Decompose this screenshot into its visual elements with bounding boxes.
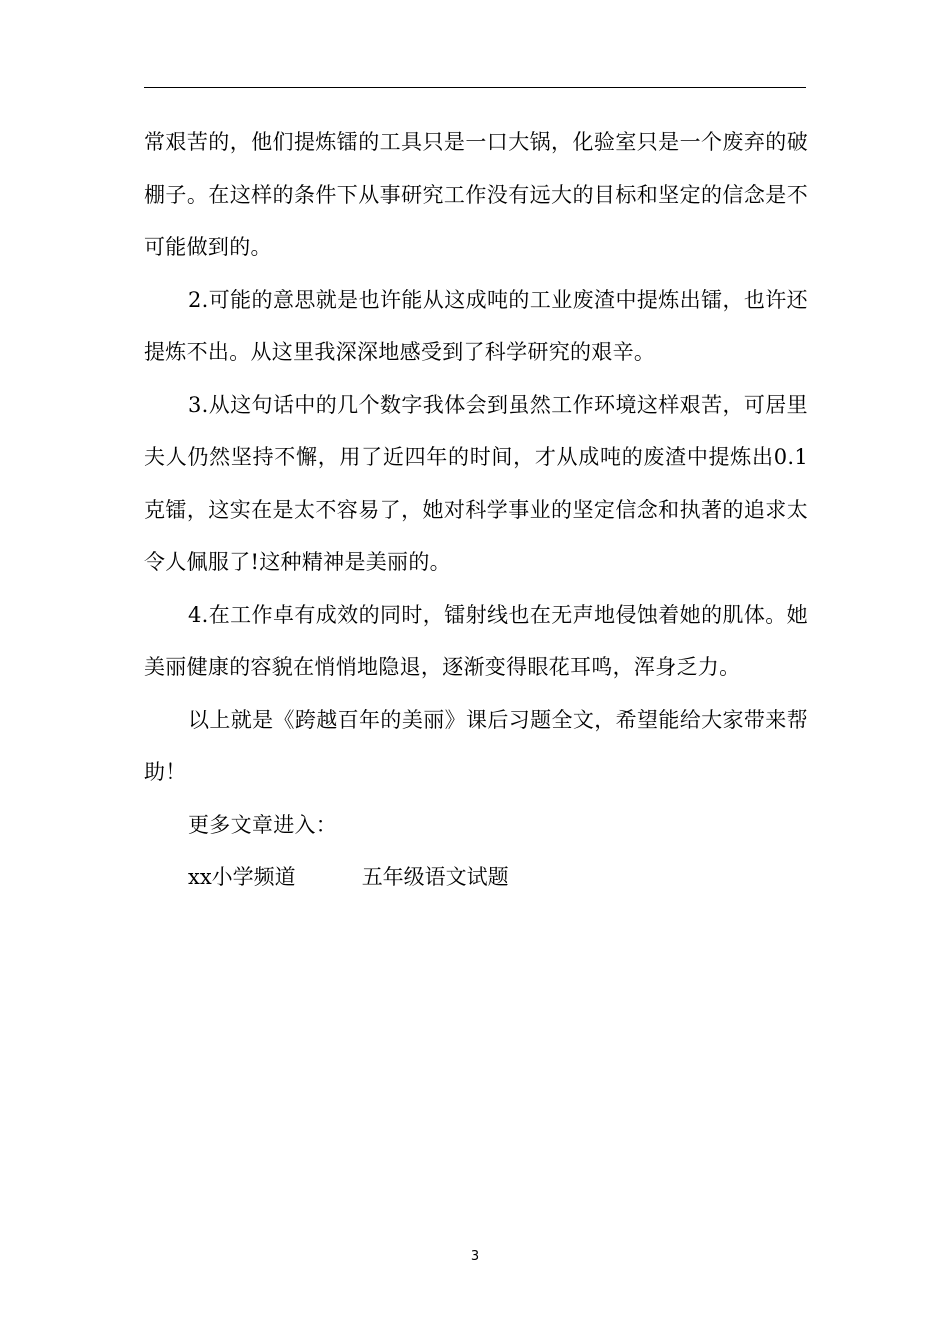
- paragraph-closing: 以上就是《跨越百年的美丽》课后习题全文，希望能给大家带来帮助！: [144, 707, 808, 784]
- document-body: [144, 116, 808, 904]
- paragraph-answer-4: 4.在工作卓有成效的同时，镭射线也在无声地侵蚀着她的肌体。她美丽健康的容貌在悄悄地隐退，逐渐变得眼花耳鸣，浑身乏力。: [144, 602, 808, 679]
- paragraph-answer-2: 2.可能的意思就是也许能从这成吨的工业废渣中提炼出镭，也许还提炼不出。从这里我深深地感受到了科学研究的艰辛。: [144, 287, 808, 364]
- link-grade5-chinese-tests[interactable]: 五年级语文试题: [361, 865, 509, 889]
- related-links: [144, 851, 808, 904]
- paragraph-more-articles: 更多文章进入：: [188, 812, 338, 837]
- page-number: 3: [470, 1249, 480, 1264]
- paragraph-continuation: 常艰苦的，他们提炼镭的工具只是一口大锅，化验室只是一个废弃的破棚子。在这样的条件下从事研究工作没有远大的目标和坚定的信念是不可能做到的。: [144, 130, 808, 259]
- paragraph-answer-3: 3.从这句话中的几个数字我体会到虽然工作环境这样艰苦，可居里夫人仍然坚持不懈，用了近四年的时间，才从成吨的废渣中提炼出0.1克镭，这实在是太不容易了，她对科学事业的坚定信念和执著的追求太令人佩服了!这种精神是美丽的。: [144, 392, 808, 574]
- link-primary-school-channel[interactable]: xx小学频道: [188, 865, 296, 889]
- header-rule: [144, 87, 806, 88]
